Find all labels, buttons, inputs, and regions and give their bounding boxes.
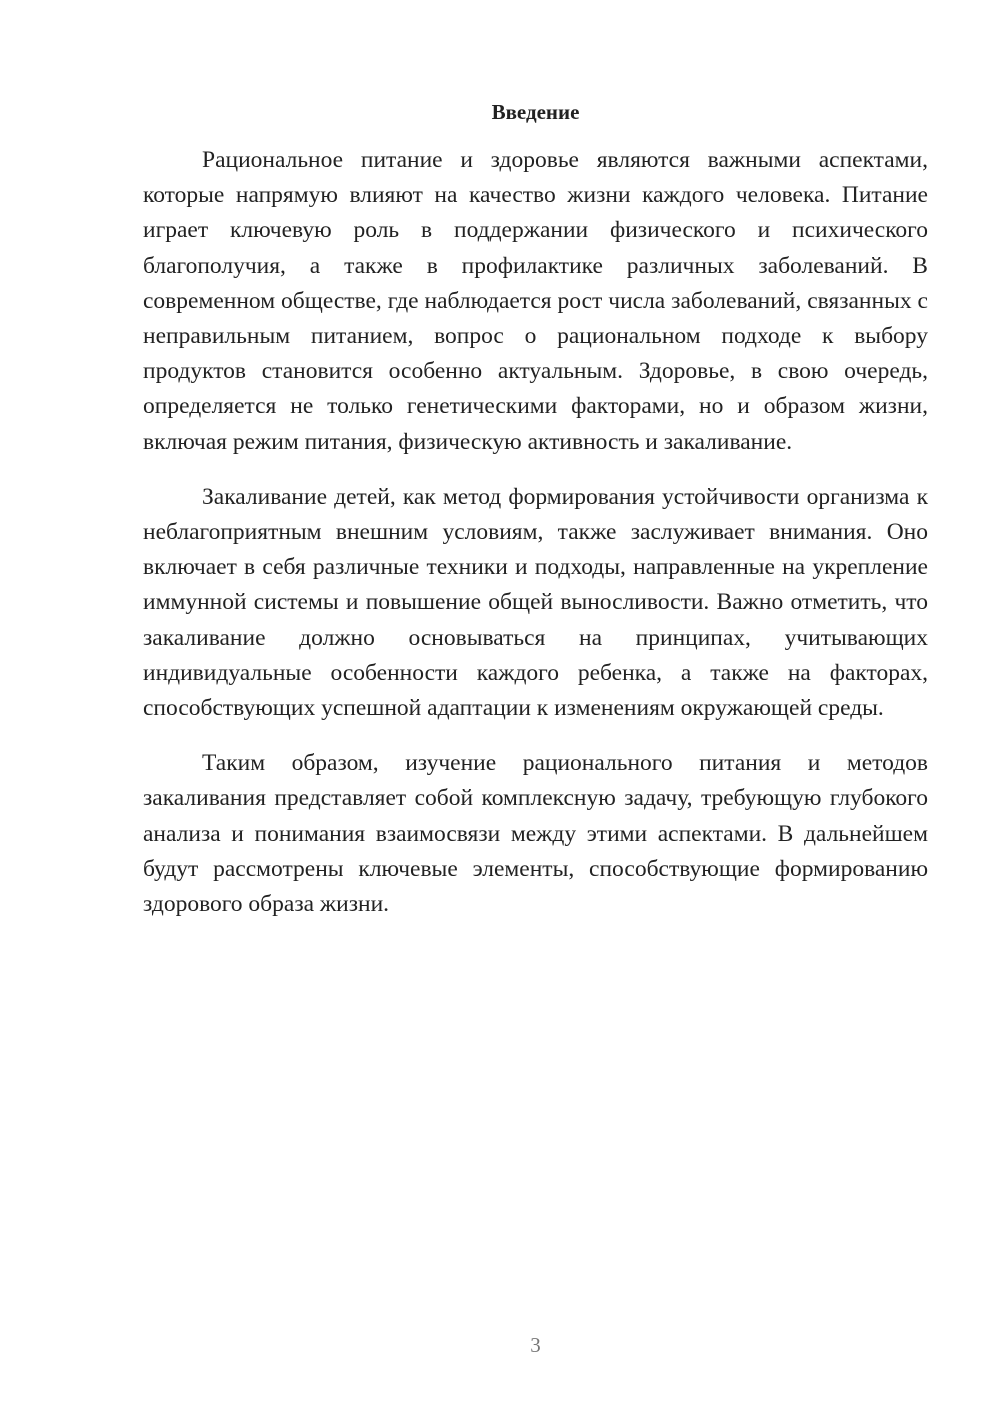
paragraph: Рациональное питание и здоровье являются важными аспектами, которые напрямую влияют на качество жизни каждого человека. Питание играет ключевую роль в поддержании физического и психического благополучия, а также в профилактике различных заболеваний. В современном обществе, где наблюдается рост числа заболеваний, связанных с неправильным питанием, вопрос о рациональном подходе к выбору продуктов становится особенно актуальным. Здоровье, в свою очередь, определяется не только генетическими факторами, но и образом жизни, включая режим питания, физическую активность и закаливание. bbox=[143, 147, 928, 455]
page-number: 3 bbox=[530, 1333, 541, 1357]
paragraph: Закаливание детей, как метод формирования устойчивости организма к неблагоприятным внешним условиям, также заслуживает внимания. Оно включает в себя различные техники и подходы, направленные на укрепление иммунной системы и повышение общей выносливости. Важно отметить, что закаливание должно основываться на принципах, учитывающих индивидуальные особенности каждого ребенка, а также на факторах, способствующих успешной адаптации к изменениям окружающей среды. bbox=[143, 483, 928, 722]
paragraph: Таким образом, изучение рационального питания и методов закаливания представляет собой комплексную задачу, требующую глубокого анализа и понимания взаимосвязи между этими аспектами. В дальнейшем будут рассмотрены ключевые элементы, способствующие формированию здорового образа жизни. bbox=[143, 750, 928, 918]
body-text bbox=[143, 143, 928, 942]
section-heading: Введение bbox=[491, 100, 580, 124]
